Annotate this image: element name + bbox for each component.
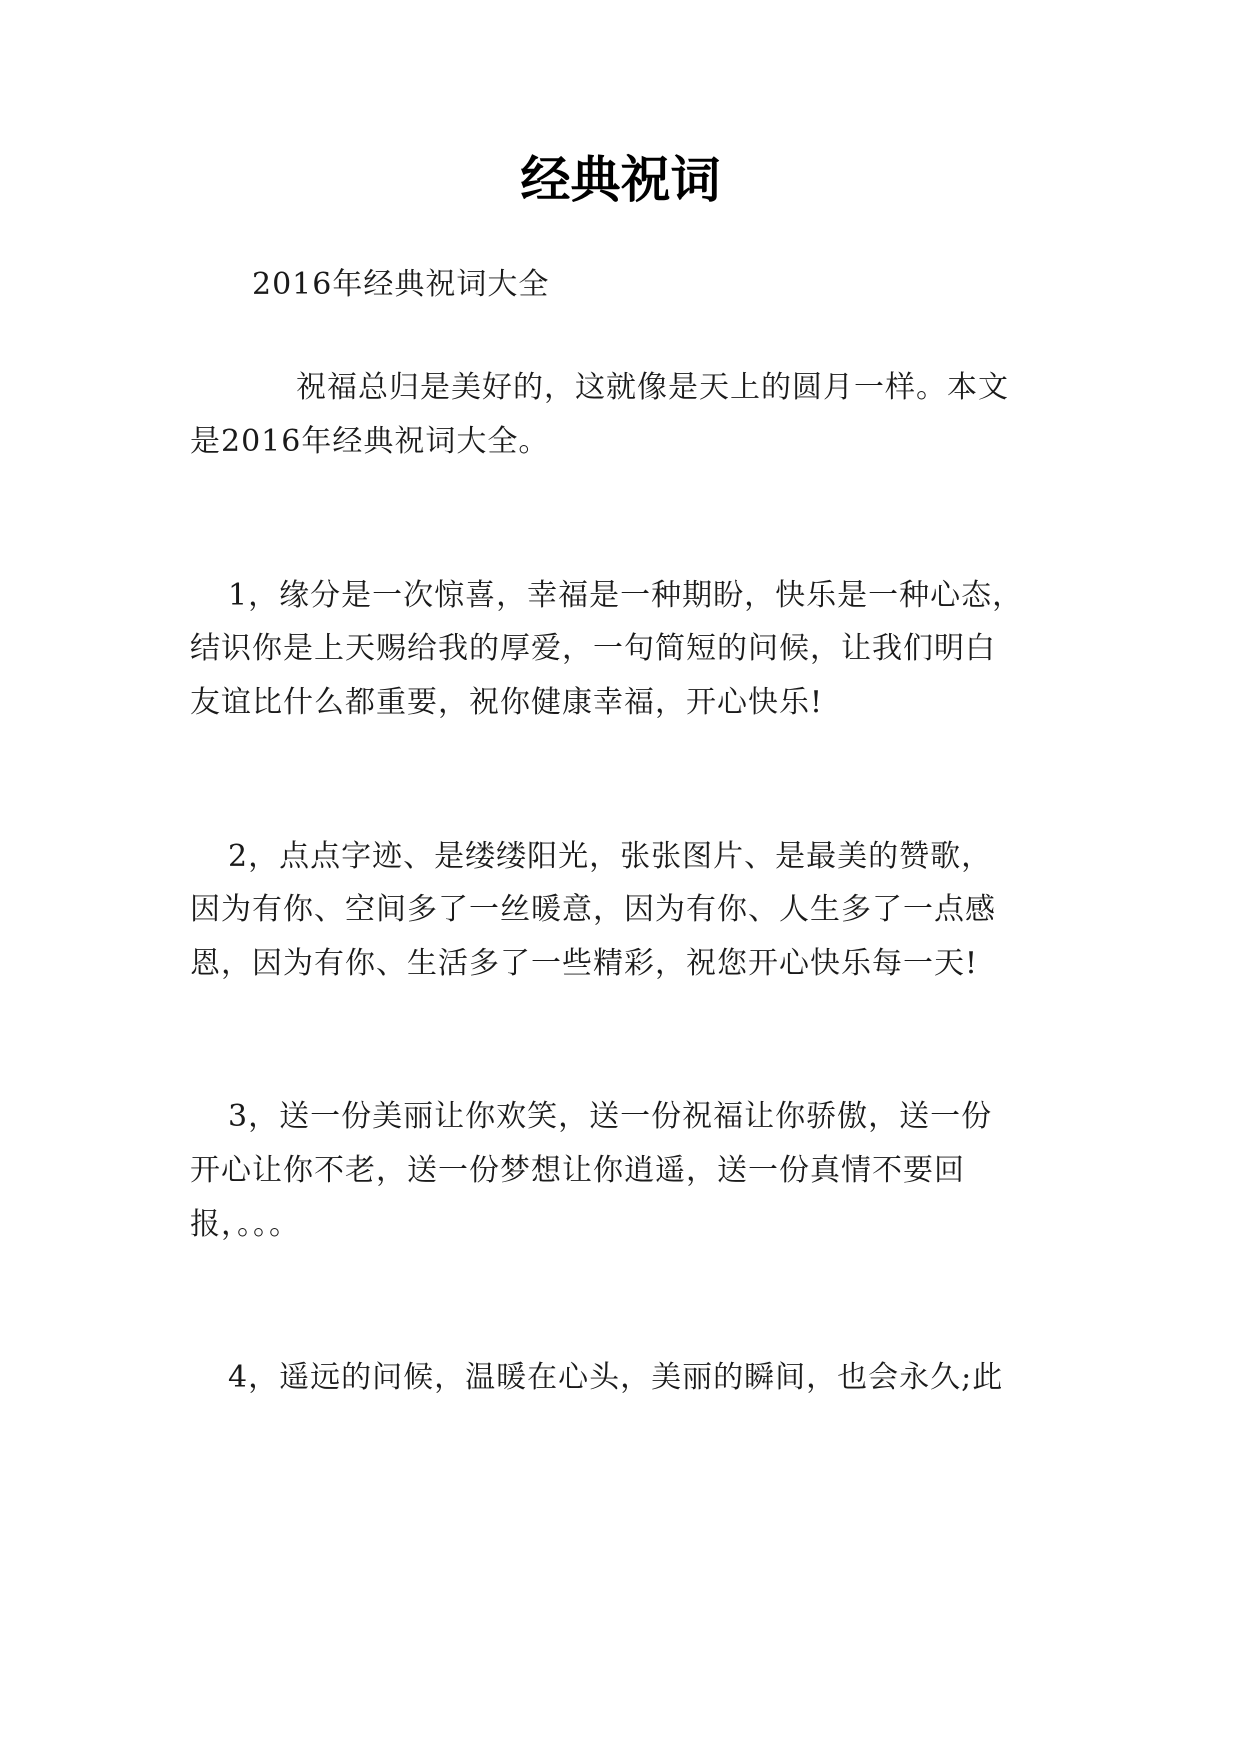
item-1-line-2: 结识你是上天赐给我的厚爱，一句简短的问候，让我们明白 — [190, 631, 996, 666]
item-2-line-3: 恩，因为有你、生活多了一些精彩，祝您开心快乐每一天! — [190, 946, 979, 981]
item-4-line-1: 4，遥远的问候，温暖在心头，美丽的瞬间，也会永久;此 — [228, 1360, 1004, 1395]
item-1-line-3: 友谊比什么都重要，祝你健康幸福，开心快乐! — [190, 685, 824, 720]
item-2-line-2: 因为有你、空间多了一丝暖意，因为有你、人生多了一点感 — [190, 892, 996, 927]
item-2-line-1: 2，点点字迹、是缕缕阳光，张张图片、是最美的赞歌， — [228, 839, 993, 874]
document-title: 经典祝词 — [520, 151, 721, 209]
item-1-line-1: 1，缘分是一次惊喜，幸福是一种期盼，快乐是一种心态， — [228, 578, 1024, 613]
item-3-line-3: 报，。。。 — [190, 1207, 300, 1242]
intro-line-1: 祝福总归是美好的，这就像是天上的圆月一样。本文 — [296, 370, 1009, 405]
document-subtitle: 2016年经典祝词大全 — [252, 267, 550, 302]
item-3-line-2: 开心让你不老，送一份梦想让你逍遥，送一份真情不要回 — [190, 1153, 965, 1188]
item-3-line-1: 3，送一份美丽让你欢笑，送一份祝福让你骄傲，送一份 — [228, 1099, 993, 1134]
intro-line-2: 是2016年经典祝词大全。 — [190, 424, 550, 459]
